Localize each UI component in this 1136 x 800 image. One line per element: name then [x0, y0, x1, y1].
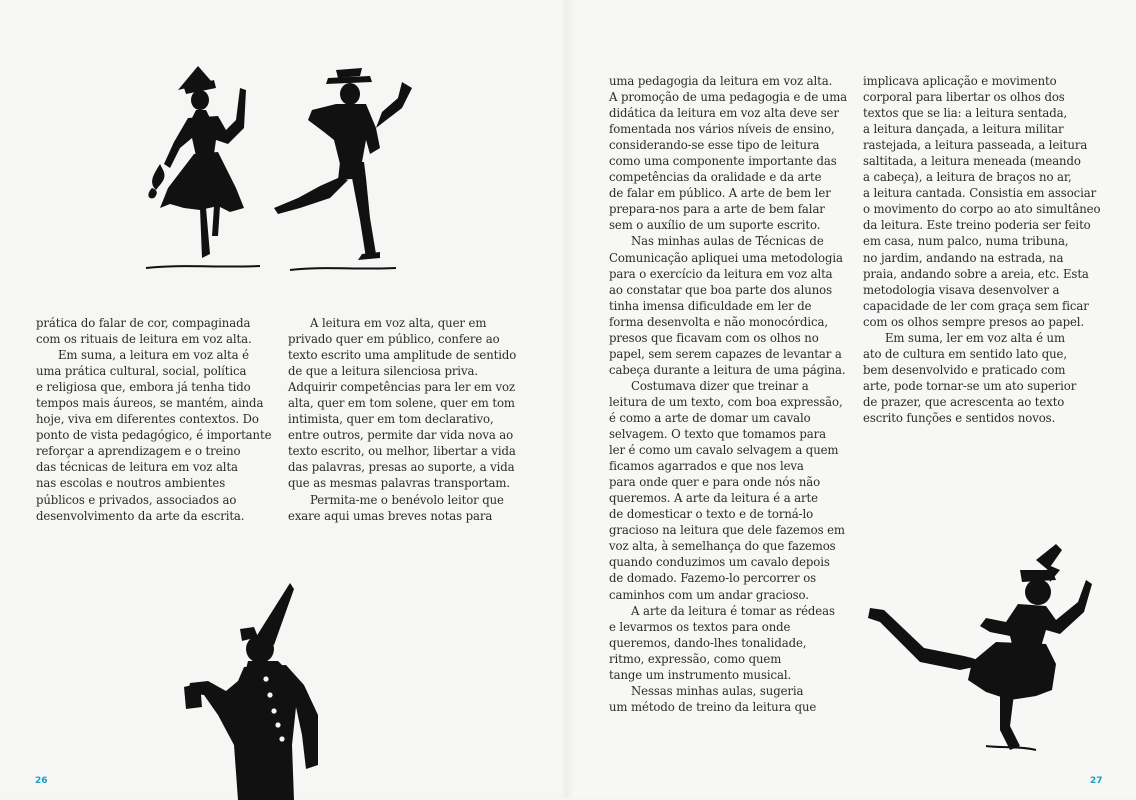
text-line: Nessas minhas aulas, sugeria: [631, 683, 804, 698]
text-line: rastejada, a leitura passeada, a leitura: [863, 138, 1088, 153]
text-line: cabeça durante a leitura de uma página.: [609, 362, 846, 377]
text-line: uma pedagogia da leitura em voz alta.: [609, 74, 833, 88]
text-line: ato de cultura em sentido lato que,: [863, 346, 1067, 361]
text-line: que as mesmas palavras transportam.: [288, 476, 510, 491]
text-line: Permita-me o benévolo leitor que: [310, 492, 504, 507]
text-line: gracioso na leitura que dele fazemos em: [609, 523, 845, 538]
text-line: entre outros, permite dar vida nova ao: [288, 428, 514, 443]
text-line: ler é como um cavalo selvagem a quem: [609, 443, 839, 458]
text-line: um método de treino da leitura que: [609, 699, 817, 714]
text-line: Em suma, ler em voz alta é um: [885, 330, 1065, 345]
text-line: caminhos com um andar gracioso.: [609, 587, 809, 602]
text-line: e levarmos os textos para onde: [609, 619, 791, 634]
page-number-left: 26: [35, 776, 48, 786]
text-line: intimista, quer em tom declarativo,: [288, 412, 494, 427]
text-column-1: [36, 315, 271, 524]
text-line: texto escrito uma amplitude de sentido: [288, 348, 517, 363]
text-line: Nas minhas aulas de Técnicas de: [631, 234, 824, 249]
text-line: A arte da leitura é tomar as rédeas: [631, 603, 835, 618]
text-line: A promoção de uma pedagogia e de uma: [609, 90, 848, 105]
text-column-2: [288, 315, 516, 524]
dancing-couple-silhouette-icon: [140, 58, 400, 278]
text-line: competências da oralidade e da arte: [609, 170, 822, 185]
text-line: saltitada, a leitura meneada (meando: [863, 154, 1081, 169]
text-line: de domado. Fazemo-lo percorrer os: [609, 571, 817, 586]
text-line: o movimento do corpo ao ato simultâneo: [863, 202, 1101, 217]
text-line: presos que ficavam com os olhos no: [609, 330, 819, 345]
page-number-right: 27: [1090, 776, 1103, 786]
text-line: das técnicas de leitura em voz alta: [36, 460, 238, 475]
text-line: prepara-nos para a arte de bem falar: [609, 202, 825, 217]
skipping-dancer-silhouette-icon: [860, 540, 1100, 755]
text-line: prática do falar de cor, compaginada: [36, 316, 251, 330]
text-column-3: [609, 73, 847, 715]
text-line: textos que se lia: a leitura sentada,: [863, 106, 1068, 121]
text-line: quando conduzimos um cavalo depois: [609, 555, 830, 570]
text-line: corporal para libertar os olhos dos: [863, 90, 1065, 105]
text-line: ritmo, expressão, como quem: [609, 651, 782, 666]
text-line: com os olhos sempre presos ao papel.: [863, 314, 1085, 329]
text-line: forma desenvolta e não monocórdica,: [609, 314, 828, 329]
text-line: das palavras, presas ao suporte, a vida: [288, 460, 515, 475]
text-line: Adquirir competências para ler em voz: [288, 380, 515, 395]
text-line: escrito funções e sentidos novos.: [863, 410, 1056, 425]
text-line: Costumava dizer que treinar a: [631, 378, 809, 393]
book-gutter: [560, 0, 574, 798]
text-line: a leitura dançada, a leitura militar: [863, 122, 1064, 137]
text-line: desenvolvimento da arte da escrita.: [36, 508, 245, 523]
text-line: voz alta, à semelhança do que fazemos: [609, 539, 836, 554]
text-line: no jardim, andando na estrada, na: [863, 250, 1064, 265]
text-line: em casa, num palco, numa tribuna,: [863, 234, 1069, 249]
text-line: nas escolas e noutros ambientes: [36, 476, 226, 491]
text-line: para o exercício da leitura em voz alta: [609, 266, 833, 281]
text-line: capacidade de ler com graça sem ficar: [863, 298, 1089, 313]
text-line: Em suma, a leitura em voz alta é: [58, 348, 249, 363]
text-line: tange um instrumento musical.: [609, 667, 792, 682]
text-line: implicava aplicação e movimento: [863, 74, 1057, 88]
text-line: A leitura em voz alta, quer em: [310, 316, 487, 330]
text-line: queremos, dando-lhes tonalidade,: [609, 635, 807, 650]
text-line: reforçar a aprendizagem e o treino: [36, 444, 241, 459]
text-line: Comunicação apliquei uma metodologia: [609, 250, 843, 265]
text-line: privado quer em público, confere ao: [288, 332, 500, 347]
text-line: de falar em público. A arte de bem ler: [609, 186, 831, 201]
text-line: bem desenvolvido e praticado com: [863, 362, 1066, 377]
text-line: selvagem. O texto que tomamos para: [609, 427, 826, 442]
text-line: sem o auxílio de um suporte escrito.: [609, 218, 821, 233]
text-line: de domesticar o texto e de torná-lo: [609, 507, 814, 522]
text-line: texto escrito, ou melhor, libertar a vida: [288, 444, 516, 459]
text-line: ficamos agarrados e que nos leva: [609, 459, 804, 474]
text-line: é como a arte de domar um cavalo: [609, 410, 811, 425]
text-line: didática da leitura em voz alta deve ser: [609, 106, 839, 121]
text-line: leitura de um texto, com boa expressão,: [609, 394, 843, 409]
text-line: da leitura. Este treino poderia ser feito: [863, 218, 1091, 233]
text-line: papel, sem serem capazes de levantar a: [609, 346, 842, 361]
text-line: com os rituais de leitura em voz alta.: [36, 332, 252, 347]
text-line: de prazer, que acrescenta ao texto: [863, 394, 1065, 409]
text-line: fomentada nos vários níveis de ensino,: [609, 122, 835, 137]
text-line: tinha imensa dificuldade em ler de: [609, 298, 812, 313]
text-line: ao constatar que boa parte dos alunos: [609, 282, 832, 297]
jester-silhouette-icon: [178, 575, 348, 800]
text-line: metodologia visava desenvolver a: [863, 282, 1060, 297]
text-line: arte, pode tornar-se um ato superior: [863, 378, 1077, 393]
text-line: queremos. A arte da leitura é a arte: [609, 491, 818, 506]
text-line: tempos mais áureos, se mantém, ainda: [36, 396, 264, 411]
text-line: alta, quer em tom solene, quer em tom: [288, 396, 515, 411]
text-line: a cabeça), a leitura de braços no ar,: [863, 170, 1072, 185]
text-line: de que a leitura silenciosa priva.: [288, 364, 478, 379]
text-column-4: [863, 73, 1100, 426]
text-line: a leitura cantada. Consistia em associar: [863, 186, 1097, 201]
text-line: públicos e privados, associados ao: [36, 492, 237, 507]
text-line: e religiosa que, embora já tenha tido: [36, 380, 251, 395]
text-line: ponto de vista pedagógico, é importante: [36, 428, 272, 443]
text-line: exare aqui umas breves notas para: [288, 508, 493, 523]
text-line: uma prática cultural, social, política: [36, 364, 247, 379]
text-line: hoje, viva em diferentes contextos. Do: [36, 412, 259, 427]
text-line: para onde quer e para onde nós não: [609, 475, 821, 490]
text-line: considerando-se esse tipo de leitura: [609, 138, 820, 153]
text-line: praia, andando sobre a areia, etc. Esta: [863, 266, 1089, 281]
text-line: como uma componente importante das: [609, 154, 837, 169]
